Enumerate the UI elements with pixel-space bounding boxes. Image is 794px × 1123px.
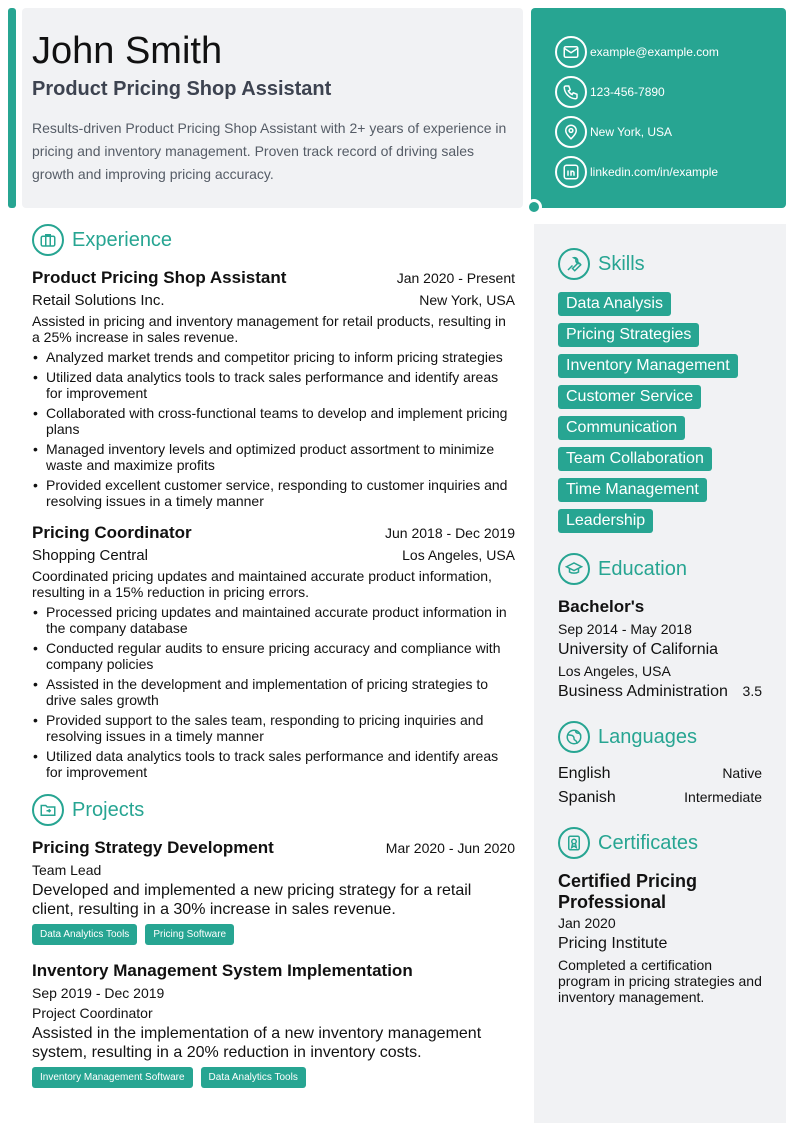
projects-title: Projects — [72, 798, 145, 821]
skills-section — [558, 248, 762, 533]
education-location: Los Angeles, USA — [558, 663, 671, 679]
education-school: University of California — [558, 641, 719, 658]
languages-section — [558, 721, 762, 807]
project-role: Project Coordinator — [32, 1005, 153, 1021]
skills-heading — [558, 248, 762, 280]
main-column — [32, 224, 515, 1104]
skill-badge: Data Analysis — [558, 292, 671, 316]
skill-badge: Inventory Management — [558, 354, 738, 378]
certificates-heading — [558, 827, 762, 859]
contact-email[interactable] — [555, 32, 786, 72]
experience-title: Experience — [72, 228, 173, 251]
education-section — [558, 553, 762, 701]
education-title: Education — [598, 557, 687, 580]
project-name: Inventory Management System Implementation — [32, 961, 413, 980]
envelope-icon — [555, 36, 587, 68]
job-date: Jan 2020 - Present — [396, 270, 515, 286]
candidate-role: Product Pricing Shop Assistant — [32, 78, 332, 100]
skill-badge: Leadership — [558, 509, 653, 533]
projects-heading — [32, 794, 515, 826]
skill-badge: Customer Service — [558, 385, 701, 409]
contact-linkedin[interactable] — [555, 152, 786, 192]
header-accent-bar — [8, 8, 16, 208]
education-field: Business Administration — [558, 683, 728, 700]
language-level: Intermediate — [684, 789, 762, 805]
email-text: example@example.com — [590, 45, 719, 59]
job-bullet: • Assisted in the development and implementation of pricing strategies to drive sales growth — [32, 676, 515, 708]
certificate-date: Jan 2020 — [558, 915, 616, 931]
education-date: Sep 2014 - May 2018 — [558, 621, 692, 637]
graduation-cap-icon — [558, 553, 590, 585]
project-entry — [32, 838, 515, 945]
languages-heading — [558, 721, 762, 753]
certificates-title: Certificates — [598, 831, 699, 854]
education-degree: Bachelor's — [558, 597, 645, 616]
certificate-description: Completed a certification program in pricing strategies and inventory management. — [558, 957, 762, 1005]
language-level: Native — [722, 765, 762, 781]
education-heading — [558, 553, 762, 585]
job-title: Pricing Coordinator — [32, 523, 192, 542]
job-bullet: • Analyzed market trends and competitor pricing to inform pricing strategies — [32, 349, 515, 365]
project-tags — [32, 924, 515, 945]
job-bullet: • Provided support to the sales team, responding to pricing inquiries and resolving issues in a timely manner — [32, 712, 515, 744]
folder-icon — [32, 794, 64, 826]
job-company: Shopping Central — [32, 547, 148, 564]
project-date: Mar 2020 - Jun 2020 — [385, 840, 515, 856]
skill-badge: Communication — [558, 416, 685, 440]
certificate-icon — [558, 827, 590, 859]
job-title: Product Pricing Shop Assistant — [32, 268, 287, 287]
job-company: Retail Solutions Inc. — [32, 292, 165, 309]
education-field-row — [558, 683, 762, 701]
header-panel — [22, 8, 523, 208]
job-bullet: • Collaborated with cross-functional teams to develop and implement pricing plans — [32, 405, 515, 437]
job-bullet: • Conducted regular audits to ensure pricing accuracy and compliance with company policies — [32, 640, 515, 672]
job-bullet: • Managed inventory levels and optimized product assortment to minimize waste and maximize profits — [32, 441, 515, 473]
phone-text: 123-456-7890 — [590, 85, 665, 99]
map-pin-icon — [555, 116, 587, 148]
job-bullets — [32, 604, 515, 780]
skill-badge: Team Collaboration — [558, 447, 712, 471]
job-location: New York, USA — [419, 292, 515, 308]
job-bullet: • Processed pricing updates and maintained accurate product information in the company database — [32, 604, 515, 636]
job-bullet: • Utilized data analytics tools to track sales performance and identify areas for improvement — [32, 748, 515, 780]
job-bullets — [32, 349, 515, 509]
project-tag: Pricing Software — [145, 924, 234, 945]
certificate-name: Certified Pricing Professional — [558, 871, 698, 912]
skill-list — [558, 292, 762, 533]
briefcase-icon — [32, 224, 64, 256]
project-tag: Data Analytics Tools — [32, 924, 137, 945]
job-entry — [32, 523, 515, 780]
job-bullet: • Provided excellent customer service, responding to customer inquiries and resolving issues in a timely manner — [32, 477, 515, 509]
project-date: Sep 2019 - Dec 2019 — [32, 985, 165, 1001]
linkedin-text: linkedin.com/in/example — [590, 165, 719, 179]
job-location: Los Angeles, USA — [402, 547, 515, 563]
languages-title: Languages — [598, 725, 697, 748]
projects-section — [32, 794, 515, 1088]
language-row — [558, 765, 762, 783]
wrench-icon — [558, 248, 590, 280]
skill-badge: Pricing Strategies — [558, 323, 699, 347]
project-description: Assisted in the implementation of a new inventory management system, resulting in a 20% reduction in inventory costs. — [32, 1025, 482, 1061]
candidate-name: John Smith — [32, 30, 223, 72]
job-entry — [32, 268, 515, 509]
globe-icon — [558, 721, 590, 753]
decorative-dot — [526, 199, 542, 215]
skill-badge: Time Management — [558, 478, 707, 502]
education-gpa: 3.5 — [742, 683, 762, 699]
contact-panel — [531, 8, 786, 208]
contact-location — [555, 112, 786, 152]
phone-icon — [555, 76, 587, 108]
contact-phone[interactable] — [555, 72, 786, 112]
project-role: Team Lead — [32, 862, 102, 878]
job-description: Coordinated pricing updates and maintained accurate product information, resulting in a 15% reduction in pricing errors. — [32, 568, 492, 600]
job-date: Jun 2018 - Dec 2019 — [385, 525, 515, 541]
skills-title: Skills — [598, 252, 645, 275]
project-tag: Inventory Management Software — [32, 1067, 193, 1088]
project-tag: Data Analytics Tools — [201, 1067, 306, 1088]
certificates-section — [558, 827, 762, 1005]
language-row — [558, 789, 762, 807]
linkedin-icon — [555, 156, 587, 188]
project-entry — [32, 961, 515, 1088]
experience-section — [32, 224, 515, 780]
sidebar — [534, 224, 786, 1123]
job-bullet: • Utilized data analytics tools to track sales performance and identify areas for improvement — [32, 369, 515, 401]
experience-heading — [32, 224, 515, 256]
project-name: Pricing Strategy Development — [32, 838, 274, 857]
project-description: Developed and implemented a new pricing strategy for a retail client, resulting in a 30% increase in sales revenue. — [32, 882, 472, 918]
certificate-issuer: Pricing Institute — [558, 935, 668, 952]
language-name: English — [558, 765, 611, 782]
project-tags — [32, 1067, 515, 1088]
language-name: Spanish — [558, 789, 616, 806]
location-text: New York, USA — [590, 125, 673, 139]
job-description: Assisted in pricing and inventory management for retail products, resulting in a 25% increase in sales revenue. — [32, 313, 506, 345]
summary: Results-driven Product Pricing Shop Assistant with 2+ years of experience in pricing and inventory management. Proven track record of driving sales growth and improving pricing accuracy. — [32, 120, 507, 182]
